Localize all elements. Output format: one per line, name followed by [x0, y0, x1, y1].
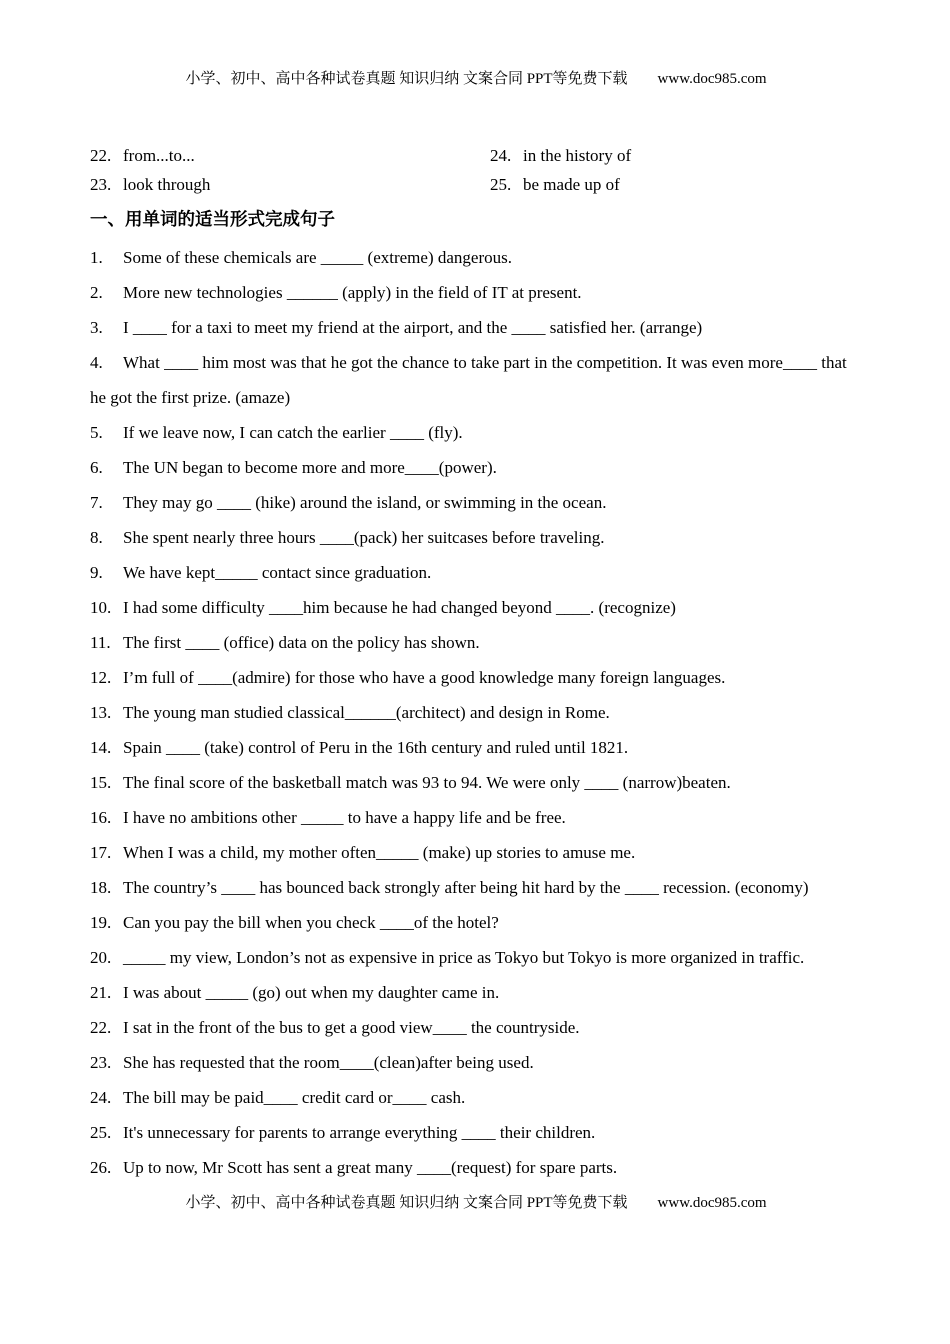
question-text: The country’s ____ has bounced back strongly after being hit hard by the ____ recession. (economy) [123, 878, 809, 897]
question-number: 10. [90, 598, 112, 617]
question-item [90, 345, 862, 415]
question-item [90, 1010, 862, 1045]
question-number: 3. [90, 318, 103, 337]
question-item [90, 765, 862, 800]
question-item [90, 485, 862, 520]
question-number: 7. [90, 493, 103, 512]
question-item [90, 240, 862, 275]
question-item [90, 940, 862, 975]
question-text: I ____ for a taxi to meet my friend at the airport, and the ____ satisfied her. (arrange) [123, 318, 703, 337]
question-item [90, 800, 862, 835]
question-item [90, 975, 862, 1010]
question-text: I’m full of ____(admire) for those who have a good knowledge many foreign languages. [123, 668, 726, 687]
header-url: www.doc985.com [657, 71, 767, 87]
phrase-number: 22. [90, 146, 112, 165]
question-number: 17. [90, 843, 112, 862]
question-text: We have kept_____ contact since graduation. [123, 563, 432, 582]
question-item [90, 520, 862, 555]
question-number: 8. [90, 528, 103, 547]
question-number: 9. [90, 563, 103, 582]
question-text: I was about _____ (go) out when my daughter came in. [123, 983, 500, 1002]
question-number: 22. [90, 1018, 112, 1037]
phrase-number: 25. [490, 175, 512, 194]
question-number: 2. [90, 283, 103, 302]
question-text: They may go ____ (hike) around the island, or swimming in the ocean. [123, 493, 607, 512]
phrase-item [90, 146, 490, 175]
question-number: 26. [90, 1158, 112, 1177]
header-text: 小学、初中、高中各种试卷真题 知识归纳 文案合同 PPT等免费下载 [185, 71, 628, 87]
question-item [90, 1150, 862, 1185]
section-heading: 一、用单词的适当形式完成句子 [90, 209, 335, 229]
question-item [90, 1045, 862, 1080]
question-number: 14. [90, 738, 112, 757]
phrase-number: 23. [90, 175, 112, 194]
question-text: What ____ him most was that he got the chance to take part in the competition. It was even more____ that he got the first prize. (amaze) [90, 353, 847, 407]
question-number: 5. [90, 423, 103, 442]
question-number: 1. [90, 248, 103, 267]
question-text: The first ____ (office) data on the policy has shown. [123, 633, 480, 652]
question-text: Spain ____ (take) control of Peru in the 16th century and ruled until 1821. [123, 738, 629, 757]
question-item [90, 625, 862, 660]
question-item [90, 660, 862, 695]
phrase-list [90, 146, 862, 204]
question-text: I have no ambitions other _____ to have a happy life and be free. [123, 808, 566, 827]
question-item [90, 590, 862, 625]
question-text: She spent nearly three hours ____(pack) her suitcases before traveling. [123, 528, 605, 547]
question-text: More new technologies ______ (apply) in the field of IT at present. [123, 283, 582, 302]
question-number: 23. [90, 1053, 112, 1072]
question-item [90, 415, 862, 450]
question-number: 18. [90, 878, 112, 897]
phrase-text: look through [123, 175, 211, 194]
question-text: She has requested that the room____(clean)after being used. [123, 1053, 534, 1072]
question-item [90, 695, 862, 730]
question-text: _____ my view, London’s not as expensive in price as Tokyo but Tokyo is more organized in traffic. [123, 948, 805, 967]
phrase-number: 24. [490, 146, 512, 165]
phrase-item [490, 175, 862, 204]
question-item [90, 730, 862, 765]
doc-footer [90, 1193, 862, 1213]
question-item [90, 1080, 862, 1115]
question-number: 21. [90, 983, 112, 1002]
phrase-item [490, 146, 862, 175]
question-item [90, 905, 862, 940]
question-number: 16. [90, 808, 112, 827]
question-number: 13. [90, 703, 112, 722]
footer-url: www.doc985.com [657, 1195, 767, 1211]
question-text: The young man studied classical______(architect) and design in Rome. [123, 703, 610, 722]
question-item [90, 555, 862, 590]
question-number: 6. [90, 458, 103, 477]
question-text: I had some difficulty ____him because he had changed beyond ____. (recognize) [123, 598, 676, 617]
question-text: Some of these chemicals are _____ (extreme) dangerous. [123, 248, 512, 267]
question-item [90, 835, 862, 870]
question-item [90, 310, 862, 345]
phrase-text: in the history of [523, 146, 632, 165]
question-text: The bill may be paid____ credit card or____ cash. [123, 1088, 466, 1107]
question-text: Can you pay the bill when you check ____of the hotel? [123, 913, 499, 932]
question-number: 4. [90, 353, 103, 372]
phrase-text: be made up of [523, 175, 620, 194]
question-text: I sat in the front of the bus to get a good view____ the countryside. [123, 1018, 580, 1037]
question-text: Up to now, Mr Scott has sent a great many ____(request) for spare parts. [123, 1158, 618, 1177]
phrase-item [90, 175, 490, 204]
question-text: When I was a child, my mother often_____ (make) up stories to amuse me. [123, 843, 636, 862]
question-number: 25. [90, 1123, 112, 1142]
question-number: 15. [90, 773, 112, 792]
footer-text: 小学、初中、高中各种试卷真题 知识归纳 文案合同 PPT等免费下载 [185, 1195, 628, 1211]
question-item [90, 450, 862, 485]
question-text: The UN began to become more and more____(power). [123, 458, 497, 477]
question-number: 19. [90, 913, 112, 932]
question-text: If we leave now, I can catch the earlier ____ (fly). [123, 423, 463, 442]
question-number: 20. [90, 948, 112, 967]
question-number: 24. [90, 1088, 112, 1107]
question-number: 12. [90, 668, 112, 687]
doc-header [90, 69, 862, 89]
question-text: It's unnecessary for parents to arrange everything ____ their children. [123, 1123, 596, 1142]
question-text: The final score of the basketball match was 93 to 94. We were only ____ (narrow)beaten. [123, 773, 731, 792]
question-item [90, 1115, 862, 1150]
question-number: 11. [90, 633, 111, 652]
phrase-text: from...to... [123, 146, 195, 165]
questions-list [90, 240, 862, 1185]
question-item [90, 275, 862, 310]
question-item [90, 870, 862, 905]
